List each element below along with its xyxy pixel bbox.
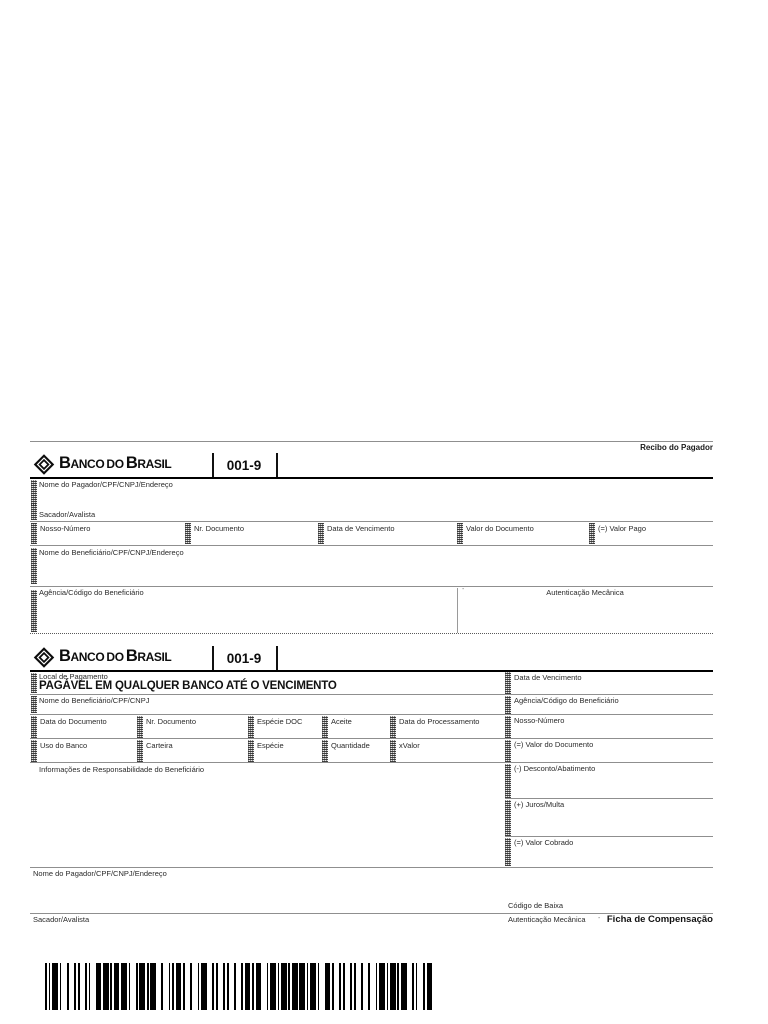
bank-code: 001-9	[226, 651, 262, 666]
document-number-label: Nr. Documento	[146, 717, 197, 726]
banco-do-brasil-logo-icon	[33, 454, 55, 475]
field-mark	[31, 548, 37, 584]
field-mark	[185, 523, 191, 544]
divider	[30, 521, 713, 522]
divider	[30, 670, 713, 672]
document-value-label: (=) Valor do Documento	[514, 740, 594, 749]
divider	[30, 867, 713, 868]
bank-use-label: Uso do Banco	[40, 741, 88, 750]
beneficiary-field-label: Nome do Beneficiário/CPF/CNPJ/Endereço	[39, 548, 184, 557]
divider	[505, 738, 713, 739]
field-mark	[390, 716, 396, 738]
field-mark	[505, 740, 511, 762]
divider	[276, 646, 278, 670]
tick-mark: -	[598, 915, 601, 922]
field-mark	[31, 673, 37, 693]
processing-date-label: Data do Processamento	[399, 717, 480, 726]
divider	[30, 762, 506, 763]
field-mark	[505, 716, 511, 738]
due-date-label: Data de Vencimento	[327, 524, 395, 533]
beneficiary-info-label: Informações de Responsabilidade do Beneficiário	[39, 765, 205, 774]
species-label: Espécie	[257, 741, 284, 750]
divider	[505, 836, 713, 837]
drawer-field-label: Sacador/Avalista	[39, 510, 96, 519]
due-date-label: Data de Vencimento	[514, 673, 582, 682]
payer-field-label: Nome do Pagador/CPF/CNPJ/Endereço	[33, 869, 167, 878]
bank-name: Banco do Brasil	[59, 647, 172, 665]
tick-mark: -	[462, 586, 465, 593]
document-date-label: Data do Documento	[40, 717, 107, 726]
field-mark	[31, 740, 37, 762]
paid-value-label: (=) Valor Pago	[598, 524, 647, 533]
charged-value-label: (=) Valor Cobrado	[514, 838, 574, 847]
field-mark	[505, 838, 511, 866]
field-mark	[137, 740, 143, 762]
interest-fine-label: (+) Juros/Multa	[514, 800, 565, 809]
field-mark	[318, 523, 324, 544]
field-mark	[31, 590, 37, 632]
ficha-title: Ficha de Compensação	[606, 914, 713, 925]
field-mark	[589, 523, 595, 544]
divider	[505, 762, 713, 763]
divider	[505, 694, 713, 695]
divider	[30, 694, 506, 695]
field-mark	[505, 696, 511, 714]
divider	[30, 738, 506, 739]
accept-label: Aceite	[331, 717, 352, 726]
field-mark	[322, 740, 328, 762]
document-value-label: Valor do Documento	[466, 524, 534, 533]
receipt-title: Recibo do Pagador	[640, 443, 713, 452]
cut-line	[30, 633, 713, 634]
divider	[212, 646, 214, 670]
divider	[30, 545, 713, 546]
discount-label: (-) Desconto/Abatimento	[514, 764, 596, 773]
field-mark	[322, 716, 328, 738]
doc-type-label: Espécie DOC	[257, 717, 303, 726]
field-mark	[31, 716, 37, 738]
field-mark	[31, 503, 37, 520]
field-mark	[505, 764, 511, 798]
divider	[505, 714, 713, 715]
our-number-label: Nosso-Número	[514, 716, 565, 725]
field-mark	[31, 523, 37, 544]
payment-place-label: Local de Pagamento	[39, 672, 108, 681]
divider	[30, 586, 713, 587]
beneficiary-field-label: Nome do Beneficiário/CPF/CNPJ	[39, 696, 150, 705]
drawer-field-label: Sacador/Avalista	[33, 915, 90, 924]
our-number-label: Nosso-Número	[40, 524, 91, 533]
wallet-label: Carteira	[146, 741, 173, 750]
document-number-label: Nr. Documento	[194, 524, 245, 533]
banco-do-brasil-logo-icon	[33, 647, 55, 668]
payment-place-value: PAGÁVEL EM QUALQUER BANCO ATÉ O VENCIMENTO	[39, 680, 337, 692]
field-mark	[505, 672, 511, 694]
field-mark	[457, 523, 463, 544]
divider	[30, 714, 506, 715]
divider	[505, 798, 713, 799]
bank-name: Banco do Brasil	[59, 454, 172, 472]
divider	[30, 441, 713, 442]
quantity-label: Quantidade	[331, 741, 370, 750]
barcode	[45, 963, 432, 1010]
field-mark	[505, 800, 511, 836]
field-mark	[31, 696, 37, 713]
writeoff-code-label: Código de Baixa	[508, 901, 564, 910]
mechanical-auth-label: Autenticação Mecânica	[508, 915, 586, 924]
field-mark	[248, 740, 254, 762]
divider	[212, 453, 214, 477]
divider	[276, 453, 278, 477]
agency-field-label: Agência/Código do Beneficiário	[39, 588, 144, 597]
bank-code: 001-9	[226, 458, 262, 473]
payer-field-label: Nome do Pagador/CPF/CNPJ/Endereço	[39, 480, 173, 489]
field-mark	[248, 716, 254, 738]
field-mark	[137, 716, 143, 738]
field-mark	[390, 740, 396, 762]
xvalue-label: xValor	[399, 741, 420, 750]
mechanical-auth-label: Autenticação Mecânica	[546, 588, 624, 597]
agency-field-label: Agência/Código do Beneficiário	[514, 696, 619, 705]
